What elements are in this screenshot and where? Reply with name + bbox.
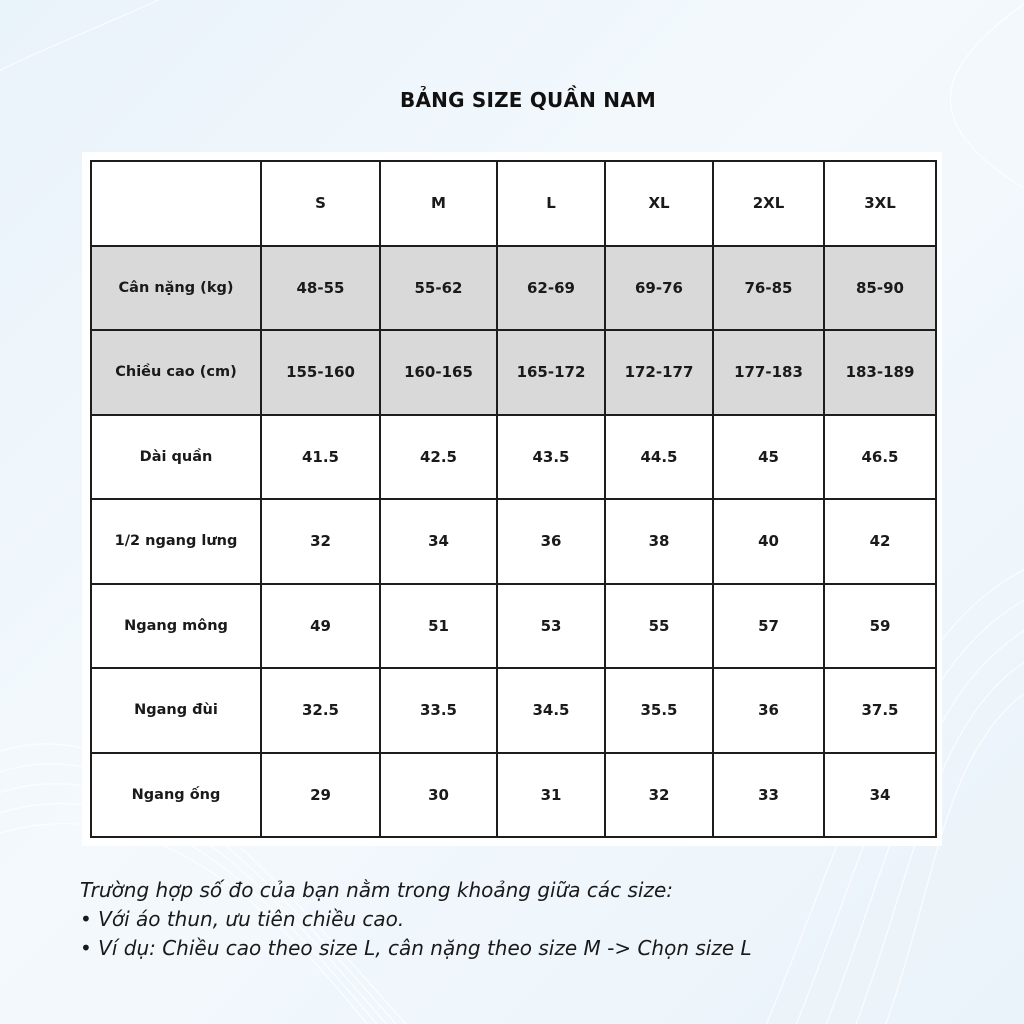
value-cell: 155-160 xyxy=(261,330,380,415)
row-label-cell: Dài quần xyxy=(91,415,261,500)
size-table-body xyxy=(91,161,936,837)
value-cell: 51 xyxy=(380,584,497,669)
notes-heading: Trường hợp số đo của bạn nằm trong khoảng giữa các size: xyxy=(80,878,674,902)
value-cell: 33 xyxy=(713,753,824,838)
value-cell: 55-62 xyxy=(380,246,497,331)
row-label-cell: Cân nặng (kg) xyxy=(91,246,261,331)
value-cell: 29 xyxy=(261,753,380,838)
value-cell: 38 xyxy=(605,499,713,584)
size-header-cell: S xyxy=(261,161,380,246)
value-cell: 32.5 xyxy=(261,668,380,753)
row-label-cell: Ngang mông xyxy=(91,584,261,669)
value-cell: 59 xyxy=(824,584,936,669)
value-cell: 37.5 xyxy=(824,668,936,753)
size-table-panel xyxy=(82,152,942,846)
size-header-cell: XL xyxy=(605,161,713,246)
value-cell: 165-172 xyxy=(497,330,605,415)
value-cell: 69-76 xyxy=(605,246,713,331)
value-cell: 48-55 xyxy=(261,246,380,331)
value-cell: 34 xyxy=(824,753,936,838)
size-table xyxy=(90,160,937,838)
table-row xyxy=(91,668,936,753)
note-item: • Với áo thun, ưu tiên chiều cao. xyxy=(80,907,405,931)
value-cell: 85-90 xyxy=(824,246,936,331)
value-cell: 36 xyxy=(713,668,824,753)
table-row xyxy=(91,415,936,500)
value-cell: 46.5 xyxy=(824,415,936,500)
size-header-cell: 3XL xyxy=(824,161,936,246)
note-item: • Ví dụ: Chiều cao theo size L, cân nặng theo size M -> Chọn size L xyxy=(80,936,752,960)
table-row xyxy=(91,246,936,331)
value-cell: 43.5 xyxy=(497,415,605,500)
table-row xyxy=(91,330,936,415)
table-header-row xyxy=(91,161,936,246)
value-cell: 177-183 xyxy=(713,330,824,415)
value-cell: 57 xyxy=(713,584,824,669)
value-cell: 44.5 xyxy=(605,415,713,500)
value-cell: 45 xyxy=(713,415,824,500)
value-cell: 76-85 xyxy=(713,246,824,331)
row-label-cell: Chiều cao (cm) xyxy=(91,330,261,415)
size-notes xyxy=(80,876,980,963)
row-label-cell: Ngang ống xyxy=(91,753,261,838)
value-cell: 172-177 xyxy=(605,330,713,415)
value-cell: 42.5 xyxy=(380,415,497,500)
value-cell: 41.5 xyxy=(261,415,380,500)
value-cell: 33.5 xyxy=(380,668,497,753)
value-cell: 34.5 xyxy=(497,668,605,753)
size-header-cell: M xyxy=(380,161,497,246)
value-cell: 183-189 xyxy=(824,330,936,415)
value-cell: 55 xyxy=(605,584,713,669)
size-header-cell: L xyxy=(497,161,605,246)
header-corner-cell xyxy=(91,161,261,246)
value-cell: 36 xyxy=(497,499,605,584)
value-cell: 30 xyxy=(380,753,497,838)
value-cell: 31 xyxy=(497,753,605,838)
table-row xyxy=(91,499,936,584)
value-cell: 32 xyxy=(261,499,380,584)
value-cell: 42 xyxy=(824,499,936,584)
value-cell: 53 xyxy=(497,584,605,669)
value-cell: 34 xyxy=(380,499,497,584)
size-header-cell: 2XL xyxy=(713,161,824,246)
page-title: BẢNG SIZE QUẦN NAM xyxy=(400,88,656,112)
value-cell: 35.5 xyxy=(605,668,713,753)
table-row xyxy=(91,753,936,838)
value-cell: 49 xyxy=(261,584,380,669)
row-label-cell: Ngang đùi xyxy=(91,668,261,753)
value-cell: 160-165 xyxy=(380,330,497,415)
value-cell: 40 xyxy=(713,499,824,584)
table-row xyxy=(91,584,936,669)
row-label-cell: 1/2 ngang lưng xyxy=(91,499,261,584)
value-cell: 62-69 xyxy=(497,246,605,331)
value-cell: 32 xyxy=(605,753,713,838)
